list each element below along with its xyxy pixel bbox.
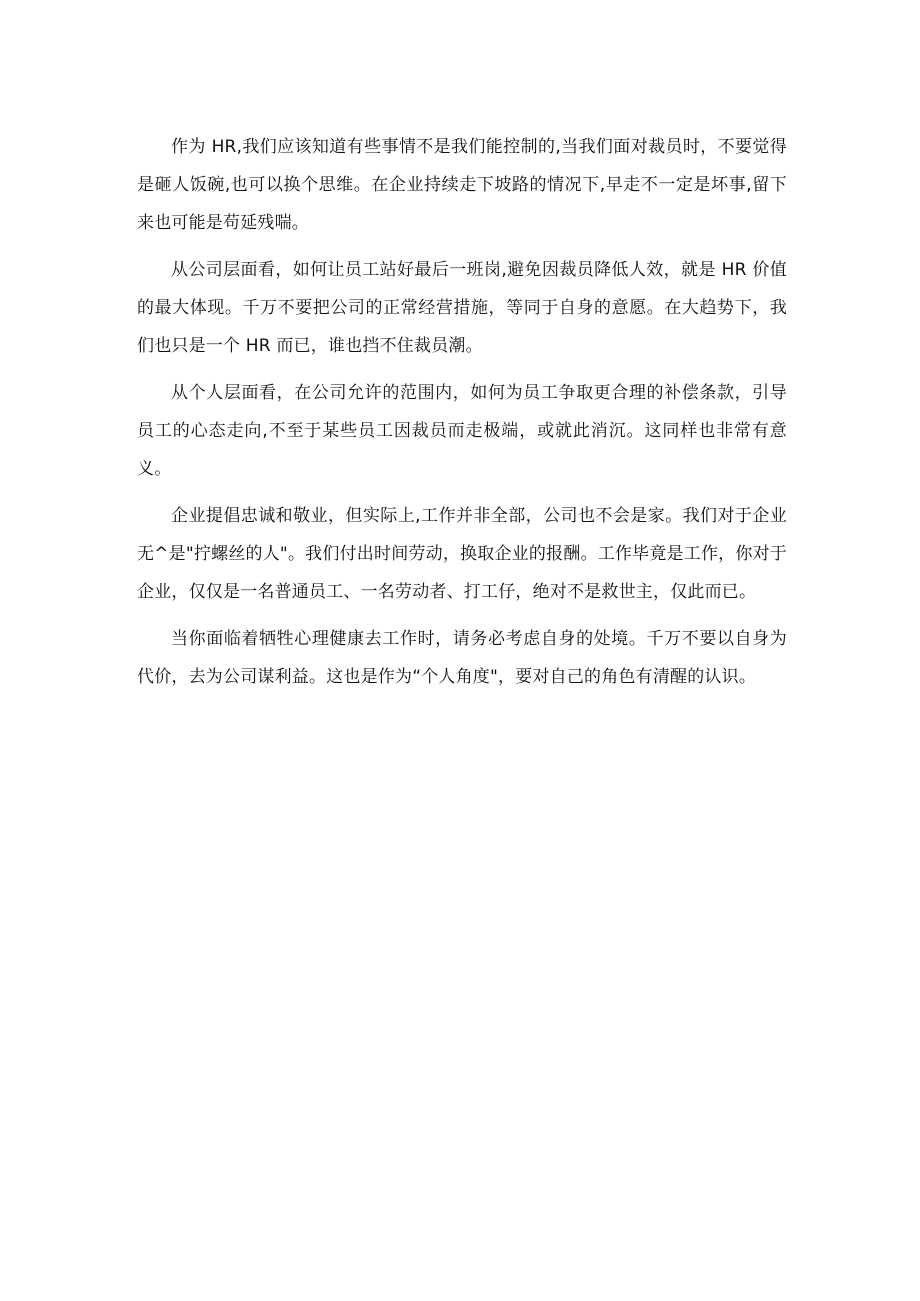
paragraph-2: 从公司层面看，如何让员工站好最后一班岗,避免因裁员降低人效，就是 HR 价值的最大体现。千万不要把公司的正常经营措施，等同于自身的意愿。在大趋势下，我们也只是一个 HR 而已，谁也挡不住裁员潮。	[137, 260, 787, 356]
paragraph-1: 作为 HR,我们应该知道有些事情不是我们能控制的,当我们面对裁员时，不要觉得是砸人饭碗,也可以换个思维。在企业持续走下坡路的情况下,早走不一定是坏事,留下来也可能是苟延残喘。	[137, 137, 787, 233]
document-body	[137, 128, 787, 705]
paragraph-4: 企业提倡忠诚和敬业，但实际上,工作并非全部，公司也不会是家。我们对于企业无^是"拧螺丝的人"。我们付出时间劳动，换取企业的报酬。工作毕竟是工作，你对于企业，仅仅是一名普通员工、一名劳动者、打工仔，绝对不是救世主，仅此而已。	[137, 506, 787, 602]
paragraph-5: 当你面临着牺牲心理健康去工作时，请务必考虑自身的处境。千万不要以自身为代价，去为公司谋利益。这也是作为“个人角度"，要对自己的角色有清醒的认识。	[137, 629, 787, 687]
paragraph-3: 从个人层面看，在公司允许的范围内，如何为员工争取更合理的补偿条款，引导员工的心态走向,不至于某些员工因裁员而走极端，或就此消沉。这同样也非常有意义。	[137, 383, 787, 479]
